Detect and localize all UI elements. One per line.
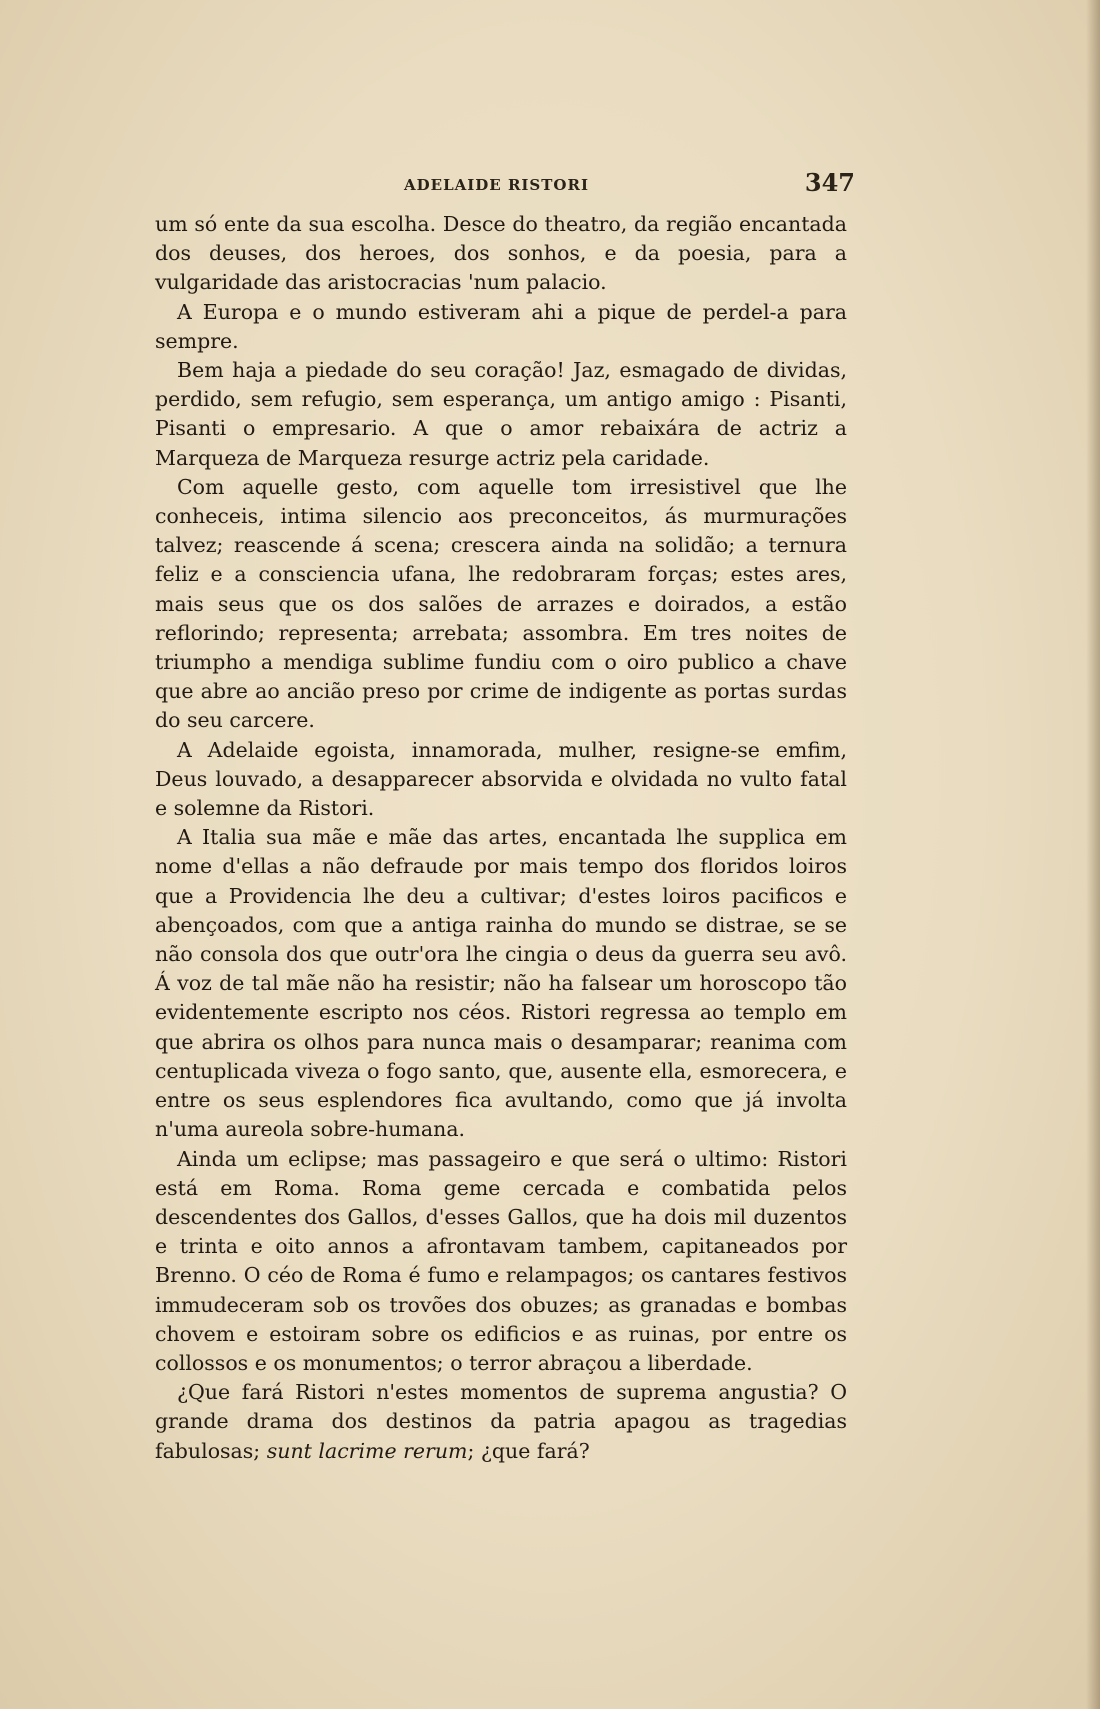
paragraph-5: A Adelaide egoista, innamorada, mulher, resigne-se emfim, Deus louvado, a desapparecer absorvida e olvidada no vulto fatal e solemne da Ristori. bbox=[155, 737, 847, 821]
paragraph-8-ending: ; ¿que fará? bbox=[467, 1438, 590, 1463]
paragraph-3: Bem haja a piedade do seu coração! Jaz, esmagado de dividas, perdido, sem refugio, sem esperança, um antigo amigo : Pisanti, Pisanti o empresario. A que o amor rebaixára de actriz a Marqueza de Marqueza resurge actriz pela caridade. bbox=[155, 358, 847, 470]
paragraph-8 bbox=[155, 1378, 847, 1466]
running-head bbox=[155, 168, 855, 198]
body-text bbox=[155, 210, 847, 1466]
paragraph-2: A Europa e o mundo estiveram ahi a pique de perdel-a para sempre. bbox=[155, 299, 847, 353]
page-edge-shadow bbox=[1086, 0, 1100, 1709]
latin-quote: sunt lacrime rerum bbox=[266, 1438, 468, 1463]
page-number: 347 bbox=[804, 168, 855, 197]
paragraph-7: Ainda um eclipse; mas passageiro e que será o ultimo: Ristori está em Roma. Roma geme cercada e combatida pelos descendentes dos Gallos, d'esses Gallos, que ha dois mil duzentos e trinta e oito annos a afrontavam tambem, capitaneados por Brenno. O céo de Roma é fumo e relampagos; os cantares festivos immudeceram sob os trovões dos obuzes; as granadas e bombas chovem e estoiram sobre os edificios e as ruinas, por entre os collossos e os monumentos; o terror abraçou a liberdade. bbox=[155, 1146, 847, 1375]
paragraph-8-text: ¿Que fará Ristori n'estes momentos de suprema angustia? O grande drama dos destinos da patria apagou as tragedias fabulosas; bbox=[155, 1380, 847, 1463]
paragraph-1: um só ente da sua escolha. Desce do theatro, da região encantada dos deuses, dos heroes, dos sonhos, e da poesia, para a vulgaridade das aristocracias 'num palacio. bbox=[155, 212, 847, 295]
paragraph-6: A Italia sua mãe e mãe das artes, encantada lhe supplica em nome d'ellas a não defraude por mais tempo dos floridos loiros que a Providencia lhe deu a cultivar; d'estes loiros pacificos e abençoados, com que a antiga rainha do mundo se distrae, se se não consola dos que outr'ora lhe cingia o deus da guerra seu avô. Á voz de tal mãe não ha resistir; não ha falsear um horoscopo tão evidentemente escripto nos céos. Ristori regressa ao templo em que abrira os olhos para nunca mais o desamparar; reanima com centuplicada viveza o fogo santo, que, ausente ella, esmorecera, e entre os seus esplendores fica avultando, como que já involta n'uma aureola sobre-humana. bbox=[155, 825, 847, 1142]
running-head-title: ADELAIDE RISTORI bbox=[404, 176, 589, 194]
paragraph-4: Com aquelle gesto, com aquelle tom irresistivel que lhe conheceis, intima silencio aos preconceitos, ás murmurações talvez; reascende á scena; crescera ainda na solidão; a ternura feliz e a consciencia ufana, lhe redobraram forças; estes ares, mais seus que os dos salões de arrazes e doirados, a estão reflorindo; representa; arrebata; assombra. Em tres noites de triumpho a mendiga sublime fundiu com o oiro publico a chave que abre ao ancião preso por crime de indigente as portas surdas do seu carcere. bbox=[155, 474, 847, 733]
